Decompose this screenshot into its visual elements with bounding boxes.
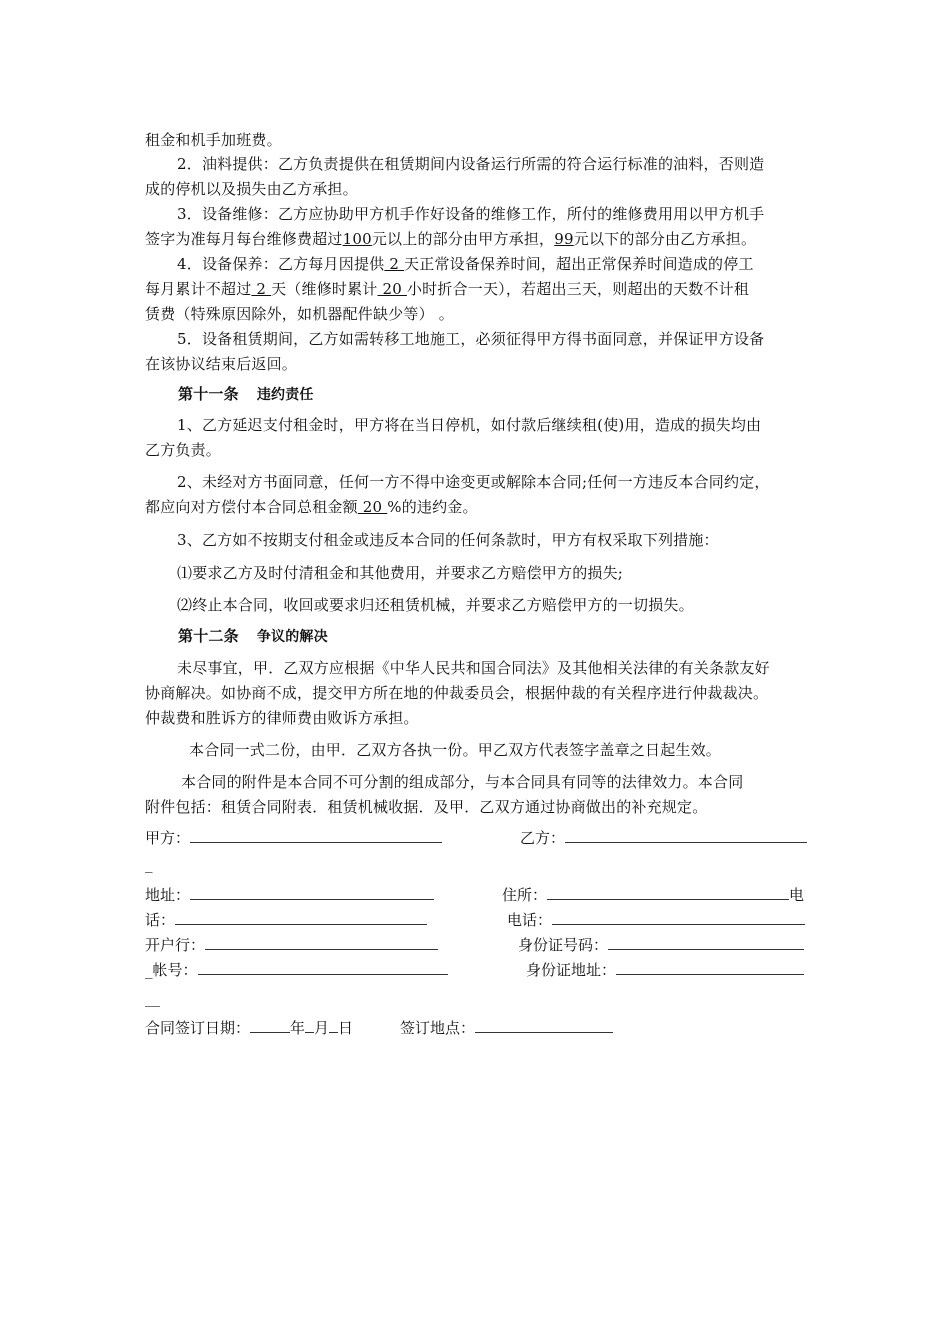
residence-label: 住所： <box>502 886 548 904</box>
tel-b-label: 电话： <box>507 911 553 929</box>
downtime-days: 2 <box>251 280 272 298</box>
month-label: 月 <box>314 1019 330 1037</box>
sec10-item4-line1 <box>177 252 817 277</box>
address-label: 地址： <box>145 886 191 904</box>
month-blank[interactable] <box>305 1018 314 1033</box>
repair-hours: 20 <box>377 280 407 298</box>
sec10-item3-line2 <box>145 227 815 252</box>
text: 元以上的部分由甲方承担， <box>371 230 555 248</box>
text: 天正常设备保养时间，超出正常保养时间造成的停工 <box>404 255 754 273</box>
year-label: 年 <box>290 1019 306 1037</box>
day-blank[interactable] <box>329 1018 338 1033</box>
tel-a-blank[interactable] <box>175 910 427 925</box>
address-blank[interactable] <box>190 885 434 900</box>
sec11-p1-line1: 1、乙方延迟支付租金时，甲方将在当日停机，如付款后继续租(使)用，造成的损失均由 <box>177 416 762 434</box>
penalty-percent: 20 <box>357 498 388 516</box>
id-number-field <box>518 933 804 958</box>
party-b-blank[interactable] <box>565 828 807 843</box>
maintenance-days: 2 <box>384 255 405 273</box>
sec10-item5-line1: 5．设备租赁期间，乙方如需转移工地施工，必须征得甲方得书面同意，并保证甲方设备 <box>177 330 765 348</box>
section-12-title: 第十二条 <box>178 627 239 645</box>
section-11-subtitle: 违约责任 <box>256 387 314 403</box>
section-12-subtitle: 争议的解决 <box>256 629 328 645</box>
text: 天（维修时累计 <box>271 280 378 298</box>
id-number-blank[interactable] <box>608 935 804 950</box>
party-a-label: 甲方： <box>145 829 191 847</box>
year-blank[interactable] <box>250 1018 290 1033</box>
sign-place-field <box>400 1016 613 1041</box>
stray-underscore-2: __ <box>145 989 160 1007</box>
id-number-label: 身份证号码： <box>518 936 609 954</box>
account-label: _帐号： <box>145 961 198 979</box>
sec12-p3-line2: 附件包括：租赁合同附表．租赁机械收据．及甲．乙双方通过协商做出的补充规定。 <box>145 798 708 816</box>
sec10-item2-line2: 成的停机以及损失由乙方承担。 <box>145 180 358 198</box>
sec10-item4-line2 <box>145 277 815 302</box>
residence-field <box>502 883 804 908</box>
min-repair-fee: 99 <box>554 230 574 248</box>
party-a-field <box>145 826 442 851</box>
sec10-item5-line2: 在该协议结束后返回。 <box>145 355 298 373</box>
stray-underscore-1: _ <box>145 855 153 873</box>
text: 每月累计不超过 <box>145 280 252 298</box>
sec12-p1-line1: 未尽事宜，甲．乙双方应根据《中华人民共和国合同法》及其他相关法律的有关条款友好 <box>177 659 770 677</box>
bank-field <box>145 933 438 958</box>
party-b-field <box>520 826 807 851</box>
sec11-p3-a: ⑴要求乙方及时付清租金和其他费用，并要求乙方赔偿甲方的损失; <box>177 564 624 582</box>
sec12-p1-line2: 协商解决。如协商不成，提交甲方所在地的仲裁委员会，根据仲裁的有关程序进行仲裁裁决。 <box>145 684 769 702</box>
bank-label: 开户行： <box>145 936 206 954</box>
text: %的违约金。 <box>387 498 478 516</box>
sec12-p1-line3: 仲裁费和胜诉方的律师费由败诉方承担。 <box>145 709 419 727</box>
section-12-heading <box>178 624 848 650</box>
sign-date-label: 合同签订日期： <box>145 1019 251 1037</box>
account-blank[interactable] <box>198 960 448 975</box>
text: 元以下的部分由乙方承担。 <box>573 230 757 248</box>
max-repair-fee: 100 <box>342 230 372 248</box>
sec10-item2-line1: 2．油料提供：乙方负责提供在租赁期间内设备运行所需的符合运行标准的油料，否则造 <box>177 155 765 173</box>
day-label: 日 <box>338 1019 354 1037</box>
address-field <box>145 883 434 908</box>
sec11-p2-line2 <box>145 495 815 520</box>
section-11-title: 第十一条 <box>178 385 239 403</box>
text: 4．设备保养：乙方每月因提供 <box>177 255 385 273</box>
text: 小时折合一天），若超出三天，则超出的天数不计租 <box>406 280 750 298</box>
sec12-p3-line1: 本合同的附件是本合同不可分割的组成部分，与本合同具有同等的法律效力。本合同 <box>181 773 744 791</box>
sec11-p3-b: ⑵终止本合同，收回或要求归还租赁机械，并要求乙方赔偿甲方的一切损失。 <box>177 596 694 614</box>
text: 都应向对方偿付本合同总租金额 <box>145 498 358 516</box>
section-11-heading <box>178 382 848 408</box>
sec11-p3: 3、乙方如不按期支付租金或违反本合同的任何条款时，甲方有权采取下列措施： <box>177 531 719 549</box>
tel-a-field <box>145 908 427 933</box>
sign-place-blank[interactable] <box>475 1018 613 1033</box>
id-address-field <box>526 958 804 983</box>
sec10-line0: 租金和机手加班费。 <box>145 131 282 149</box>
account-field <box>145 958 448 983</box>
residence-blank[interactable] <box>547 885 789 900</box>
party-b-label: 乙方： <box>520 829 566 847</box>
id-address-label: 身份证地址： <box>526 961 617 979</box>
id-address-blank[interactable] <box>616 960 804 975</box>
bank-blank[interactable] <box>205 935 438 950</box>
tel-b-blank[interactable] <box>552 910 805 925</box>
tel-b-field <box>507 908 805 933</box>
sec10-item3-line1: 3．设备维修：乙方应协助甲方机手作好设备的维修工作，所付的维修费用用以甲方机手 <box>177 205 765 223</box>
sec10-item4-line3: 赁费（特殊原因除外，如机器配件缺少等） 。 <box>145 305 454 323</box>
sign-date-field <box>145 1016 353 1041</box>
party-a-blank[interactable] <box>190 828 442 843</box>
sec12-p2: 本合同一式二份，由甲．乙双方各执一份。甲乙双方代表签字盖章之日起生效。 <box>189 741 722 759</box>
tel-wrap-char: 电 <box>789 886 805 904</box>
sign-place-label: 签订地点： <box>400 1019 476 1037</box>
tel-a-label: 话： <box>145 911 176 929</box>
sec11-p1-line2: 乙方负责。 <box>145 441 222 459</box>
sec11-p2-line1: 2、未经对方书面同意，任何一方不得中途变更或解除本合同;任何一方违反本合同约定， <box>177 473 770 491</box>
text: 签字为准每月每台维修费超过 <box>145 230 343 248</box>
